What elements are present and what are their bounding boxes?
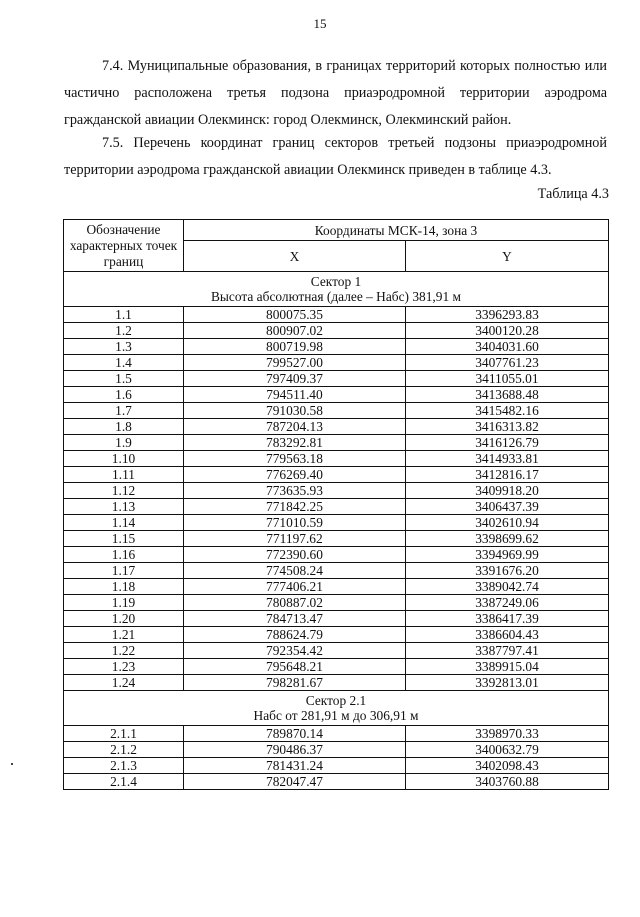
- sector-header-row: [64, 272, 609, 307]
- table-row: [64, 579, 609, 595]
- x-coordinate-cell: 792354.42: [184, 643, 406, 659]
- y-coordinate-cell: 3389042.74: [406, 579, 609, 595]
- y-coordinate-cell: 3409918.20: [406, 483, 609, 499]
- point-id-cell: 2.1.3: [64, 758, 184, 774]
- point-id-cell: 1.23: [64, 659, 184, 675]
- table-row: [64, 403, 609, 419]
- table-body: [64, 272, 609, 790]
- sector-title: Сектор 2.1: [305, 693, 367, 708]
- y-coordinate-cell: 3389915.04: [406, 659, 609, 675]
- point-id-cell: 1.20: [64, 611, 184, 627]
- point-id-cell: 1.7: [64, 403, 184, 419]
- x-coordinate-cell: 777406.21: [184, 579, 406, 595]
- y-coordinate-cell: 3400632.79: [406, 742, 609, 758]
- table-row: [64, 643, 609, 659]
- y-coordinate-cell: 3391676.20: [406, 563, 609, 579]
- y-coordinate-cell: 3402098.43: [406, 758, 609, 774]
- table-row: [64, 774, 609, 790]
- y-coordinate-cell: 3392813.01: [406, 675, 609, 691]
- table-row: [64, 435, 609, 451]
- point-id-cell: 1.19: [64, 595, 184, 611]
- y-coordinate-cell: 3414933.81: [406, 451, 609, 467]
- y-coordinate-cell: 3412816.17: [406, 467, 609, 483]
- table-row: [64, 547, 609, 563]
- sector-title: Сектор 1: [310, 274, 362, 289]
- y-coordinate-cell: 3394969.99: [406, 547, 609, 563]
- point-id-cell: 2.1.2: [64, 742, 184, 758]
- x-coordinate-cell: 798281.67: [184, 675, 406, 691]
- point-id-cell: 1.17: [64, 563, 184, 579]
- y-coordinate-cell: 3396293.83: [406, 307, 609, 323]
- y-coordinate-cell: 3415482.16: [406, 403, 609, 419]
- table-row: [64, 595, 609, 611]
- table-row: [64, 563, 609, 579]
- table-row: [64, 387, 609, 403]
- table-caption: Таблица 4.3: [537, 186, 609, 202]
- point-id-cell: 1.3: [64, 339, 184, 355]
- x-coordinate-cell: 800907.02: [184, 323, 406, 339]
- y-coordinate-cell: 3400120.28: [406, 323, 609, 339]
- y-coordinate-cell: 3386417.39: [406, 611, 609, 627]
- table-row: [64, 419, 609, 435]
- table-row: [64, 627, 609, 643]
- x-coordinate-cell: 800075.35: [184, 307, 406, 323]
- header-coordinates: Координаты МСК-14, зона 3: [184, 220, 609, 241]
- paragraph-7-4: 7.4. Муниципальные образования, в границах территорий которых полностью или частично расположена третья подзона приаэродромной территории аэродрома гражданской авиации Олекминск: город Олекминск, Олекминский район.: [64, 58, 607, 128]
- table-row: [64, 675, 609, 691]
- table-row: [64, 467, 609, 483]
- point-id-cell: 1.21: [64, 627, 184, 643]
- point-id-cell: 1.9: [64, 435, 184, 451]
- point-id-cell: 1.16: [64, 547, 184, 563]
- x-coordinate-cell: 795648.21: [184, 659, 406, 675]
- x-coordinate-cell: 782047.47: [184, 774, 406, 790]
- header-x: X: [184, 241, 406, 272]
- x-coordinate-cell: 784713.47: [184, 611, 406, 627]
- y-coordinate-cell: 3407761.23: [406, 355, 609, 371]
- y-coordinate-cell: 3387797.41: [406, 643, 609, 659]
- x-coordinate-cell: 788624.79: [184, 627, 406, 643]
- x-coordinate-cell: 790486.37: [184, 742, 406, 758]
- x-coordinate-cell: 781431.24: [184, 758, 406, 774]
- header-y: Y: [406, 241, 609, 272]
- table-row: [64, 742, 609, 758]
- point-id-cell: 1.14: [64, 515, 184, 531]
- point-id-cell: 1.13: [64, 499, 184, 515]
- header-points: Обозначение характерных точек границ: [64, 220, 184, 272]
- sector-header-row: [64, 691, 609, 726]
- table-row: [64, 323, 609, 339]
- point-id-cell: 2.1.1: [64, 726, 184, 742]
- point-id-cell: 1.8: [64, 419, 184, 435]
- point-id-cell: 1.5: [64, 371, 184, 387]
- sector-header: [64, 691, 609, 726]
- x-coordinate-cell: 797409.37: [184, 371, 406, 387]
- point-id-cell: 1.2: [64, 323, 184, 339]
- sector-subtitle: Высота абсолютная (далее – Набс) 381,91 м: [210, 289, 461, 304]
- x-coordinate-cell: 799527.00: [184, 355, 406, 371]
- point-id-cell: 2.1.4: [64, 774, 184, 790]
- table-row: [64, 483, 609, 499]
- point-id-cell: 1.12: [64, 483, 184, 499]
- point-id-cell: 1.6: [64, 387, 184, 403]
- sector-header: [64, 272, 609, 307]
- table-row: [64, 499, 609, 515]
- y-coordinate-cell: 3413688.48: [406, 387, 609, 403]
- x-coordinate-cell: 779563.18: [184, 451, 406, 467]
- x-coordinate-cell: 773635.93: [184, 483, 406, 499]
- table-row: [64, 371, 609, 387]
- y-coordinate-cell: 3411055.01: [406, 371, 609, 387]
- x-coordinate-cell: 794511.40: [184, 387, 406, 403]
- point-id-cell: 1.24: [64, 675, 184, 691]
- table-row: [64, 515, 609, 531]
- scan-speck: [11, 763, 13, 765]
- y-coordinate-cell: 3387249.06: [406, 595, 609, 611]
- table-row: [64, 611, 609, 627]
- point-id-cell: 1.18: [64, 579, 184, 595]
- y-coordinate-cell: 3398699.62: [406, 531, 609, 547]
- y-coordinate-cell: 3406437.39: [406, 499, 609, 515]
- table-row: [64, 758, 609, 774]
- table-row: [64, 307, 609, 323]
- coordinates-table: [63, 219, 609, 790]
- y-coordinate-cell: 3416126.79: [406, 435, 609, 451]
- sector-subtitle: Набс от 281,91 м до 306,91 м: [253, 708, 419, 723]
- x-coordinate-cell: 780887.02: [184, 595, 406, 611]
- x-coordinate-cell: 774508.24: [184, 563, 406, 579]
- x-coordinate-cell: 771010.59: [184, 515, 406, 531]
- point-id-cell: 1.11: [64, 467, 184, 483]
- paragraph-7-5: 7.5. Перечень координат границ секторов третьей подзоны приаэродромной территории аэродрома гражданской авиации Олекминск приведен в таблице 4.3.: [64, 135, 607, 178]
- x-coordinate-cell: 771197.62: [184, 531, 406, 547]
- x-coordinate-cell: 789870.14: [184, 726, 406, 742]
- x-coordinate-cell: 772390.60: [184, 547, 406, 563]
- x-coordinate-cell: 791030.58: [184, 403, 406, 419]
- point-id-cell: 1.1: [64, 307, 184, 323]
- point-id-cell: 1.15: [64, 531, 184, 547]
- y-coordinate-cell: 3402610.94: [406, 515, 609, 531]
- y-coordinate-cell: 3398970.33: [406, 726, 609, 742]
- x-coordinate-cell: 771842.25: [184, 499, 406, 515]
- x-coordinate-cell: 776269.40: [184, 467, 406, 483]
- table-row: [64, 726, 609, 742]
- table-row: [64, 355, 609, 371]
- y-coordinate-cell: 3416313.82: [406, 419, 609, 435]
- point-id-cell: 1.4: [64, 355, 184, 371]
- y-coordinate-cell: 3404031.60: [406, 339, 609, 355]
- table-row: [64, 659, 609, 675]
- table-row: [64, 531, 609, 547]
- x-coordinate-cell: 783292.81: [184, 435, 406, 451]
- x-coordinate-cell: 800719.98: [184, 339, 406, 355]
- page-number: 15: [313, 16, 327, 31]
- table-row: [64, 339, 609, 355]
- table-row: [64, 451, 609, 467]
- y-coordinate-cell: 3403760.88: [406, 774, 609, 790]
- y-coordinate-cell: 3386604.43: [406, 627, 609, 643]
- point-id-cell: 1.10: [64, 451, 184, 467]
- point-id-cell: 1.22: [64, 643, 184, 659]
- x-coordinate-cell: 787204.13: [184, 419, 406, 435]
